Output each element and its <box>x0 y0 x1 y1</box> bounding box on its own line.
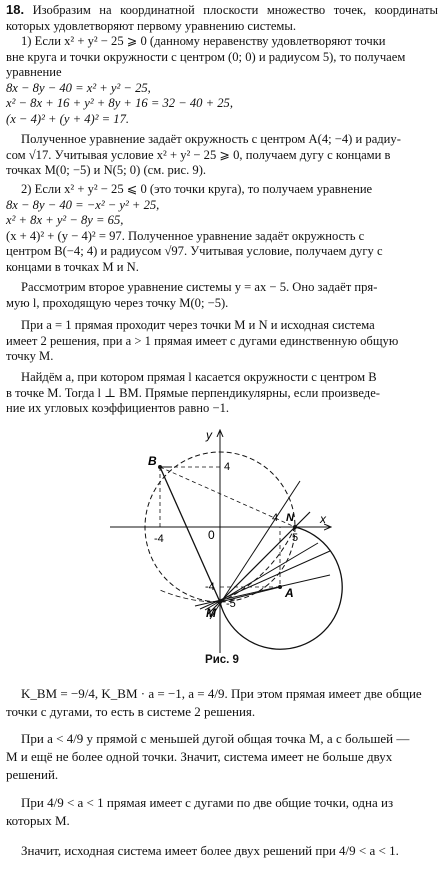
case1-line3: уравнение <box>6 65 62 80</box>
p6-line1: K_BM = −9/4, K_BM · a = −1, a = 4/9. При этом прямая имеет две общие <box>21 686 422 701</box>
x-axis-label: x <box>320 512 326 526</box>
label-m: M <box>206 606 216 620</box>
point-m <box>218 600 222 604</box>
intro-text: Изобразим на координатной плоскости множество точек, координаты которых удовлетворяют первому уравнению системы. <box>6 3 438 33</box>
p5-line3: ние их угловых коэффициентов равно −1. <box>6 401 230 416</box>
paragraph-a-less <box>6 730 438 784</box>
case2-paragraph <box>6 182 438 276</box>
case1-eq2: x² − 8x + 16 + y² + 8y + 16 = 32 − 40 + 25, <box>6 96 233 111</box>
p5-line1: Найдём a, при котором прямая l касается окружности с центром B <box>21 370 377 384</box>
case2-eq1: 8x − 8y − 40 = −x² − y² + 25, <box>6 197 160 212</box>
figure-9 <box>0 425 444 670</box>
case2-eq3: (x + 4)² + (y − 4)² = 97. Полученное уравнение задаёт окружность с <box>6 228 365 243</box>
origin-label: 0 <box>208 528 215 542</box>
y-axis-label: y <box>206 428 212 442</box>
label-four-top: 4 <box>224 461 231 473</box>
figure-caption: Рис. 9 <box>205 654 239 666</box>
p7-line2: M и ещё не более одной точки. Значит, система имеет не больше двух <box>6 749 393 764</box>
label-minus-four-bottom: -4 <box>205 581 215 593</box>
paragraph-line-l <box>6 280 438 311</box>
case1-line2: вне круга и точки окружности с центром (0; 0) и радиусом 5), то получаем <box>6 49 406 64</box>
p6-line2: точки с дугами, то есть в системе 2 решения. <box>6 704 256 719</box>
p3-line1: Рассмотрим второе уравнение системы y = ax − 5. Оно задаёт пря- <box>21 280 378 294</box>
p8-line2: которых M. <box>6 813 70 828</box>
label-minus-five: -5 <box>226 598 236 610</box>
case2-eq2: x² + 8x + y² − 8y = 65, <box>6 213 124 228</box>
p5-line2: в точке M. Тогда l ⊥ BM. Прямые перпендикулярны, если произведе- <box>6 385 380 400</box>
label-n: N <box>286 512 294 524</box>
rect-b <box>160 467 220 527</box>
case1-result2: сом √17. Учитывая условие x² + y² − 25 ⩾ 0, получаем дугу с концами в <box>6 147 391 162</box>
point-b <box>158 465 162 469</box>
case1-eq3: (x − 4)² + (y + 4)² = 17. <box>6 111 130 126</box>
problem-number: 18. <box>6 2 25 17</box>
case2-result1: центром B(−4; 4) и радиусом √97. Учитывая условие, получаем дугу с <box>6 244 383 259</box>
label-five-right: 5 <box>292 532 299 544</box>
p3-line2: мую l, проходящую через точку M(0; −5). <box>6 295 229 310</box>
case1-paragraph <box>6 34 438 128</box>
paragraph-kbm <box>6 685 438 721</box>
label-b: B <box>148 454 157 468</box>
p7-line1: При a < 4/9 у прямой с меньшей дугой общая точка M, а с большей — <box>21 731 410 746</box>
paragraph-a-between <box>6 794 438 830</box>
label-minus-four-left: -4 <box>154 533 164 545</box>
point-a <box>278 585 282 589</box>
paragraph-answer <box>6 842 438 860</box>
label-four-right: 4 <box>272 512 279 524</box>
p7-line3: решений. <box>6 767 59 782</box>
case2-result2: концами в точках M и N. <box>6 259 139 274</box>
case2-line1: 2) Если x² + y² − 25 ⩽ 0 (это точки круга), то получаем уравнение <box>21 182 373 196</box>
p9-line1: Значит, исходная система имеет более двух решений при 4/9 < a < 1. <box>21 843 399 858</box>
point-n <box>293 525 297 529</box>
p4-line2: имеет 2 решения, при a > 1 прямая имеет с дугами единственную общую <box>6 333 399 348</box>
case1-line1: 1) Если x² + y² − 25 ⩾ 0 (данному неравенству удовлетворяют точки <box>21 34 386 48</box>
case1-eq1: 8x − 8y − 40 = x² + y² − 25, <box>6 80 151 95</box>
p8-line1: При 4/9 < a < 1 прямая имеет с дугами по две общие точки, одна из <box>21 795 394 810</box>
paragraph-a-equals-1 <box>6 318 438 365</box>
case1-result <box>6 132 438 179</box>
paragraph-tangent <box>6 370 438 417</box>
intro-paragraph <box>6 2 438 34</box>
case1-result3: точках M(0; −5) и N(5; 0) (см. рис. 9). <box>6 163 207 178</box>
case1-result1: Полученное уравнение задаёт окружность с центром A(4; −4) и радиу- <box>21 132 401 146</box>
label-a: A <box>285 586 294 600</box>
p4-line1: При a = 1 прямая проходит через точки M и N и исходная система <box>21 318 375 332</box>
p4-line3: точку M. <box>6 349 54 364</box>
